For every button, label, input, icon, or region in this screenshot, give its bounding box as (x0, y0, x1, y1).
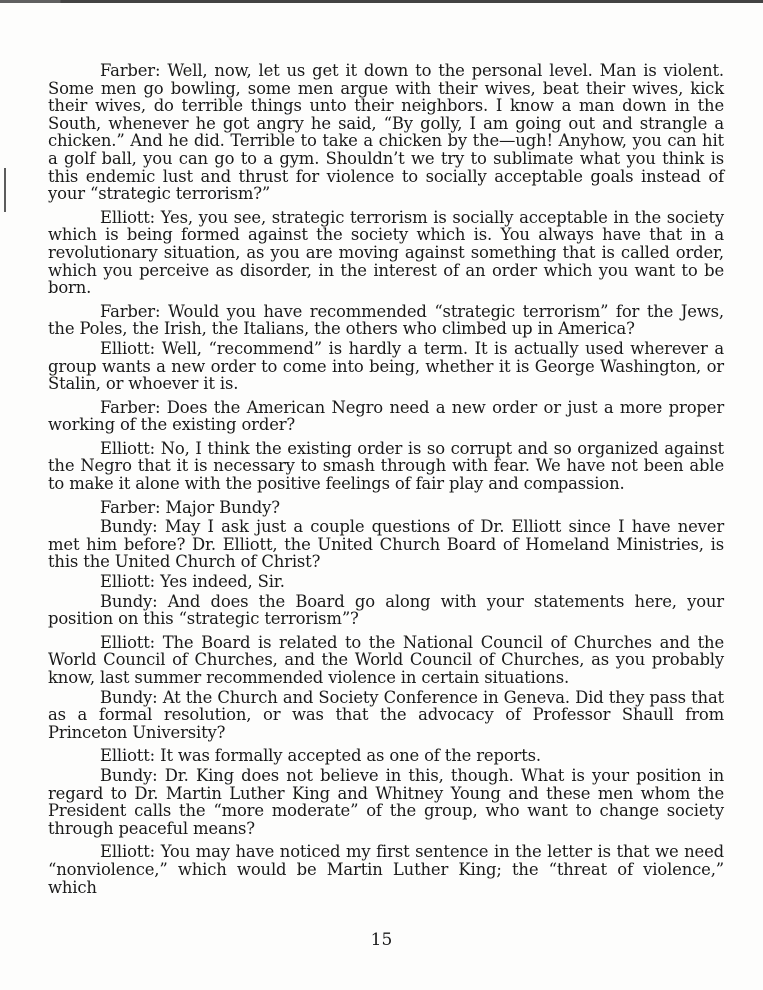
paragraph-elliott-6: Elliott: It was formally accepted as one of the reports. (100, 746, 541, 766)
paragraph-bundy-1: Bundy: May I ask just a couple questions of Dr. Elliott since I have never met him before? Dr. Elliott, the United Church Board of Homeland Ministries, is this the United Church of Christ? (48, 517, 724, 572)
scan-top-edge (0, 0, 763, 3)
paragraph-bundy-3: Bundy: At the Church and Society Conference in Geneva. Did they pass that as a formal resolution, or was that the advocacy of Professor Shaull from Princeton University? (48, 687, 724, 742)
scan-margin-mark (4, 168, 6, 212)
paragraph-farber-4: Farber: Major Bundy? (100, 497, 280, 517)
paragraph-bundy-2: Bundy: And does the Board go along with your statements here, your position on this “strategic terrorism”? (48, 591, 724, 629)
paragraph-elliott-4: Elliott: Yes indeed, Sir. (100, 572, 285, 592)
paragraph-farber-2: Farber: Would you have recommended “strategic terrorism” for the Jews, the Poles, the Irish, the Italians, the others who climbed up in America? (48, 301, 724, 339)
paragraph-elliott-1: Elliott: Yes, you see, strategic terrorism is socially acceptable in the society which is being formed against the society which is. You always have that in a revolutionary situation, as you are moving against something that is called order, which you perceive as disorder, in the interest of an order which you want to be born. (48, 207, 724, 298)
paragraph-farber-3: Farber: Does the American Negro need a new order or just a more proper working of the existing order? (48, 397, 724, 435)
paragraph-elliott-7: Elliott: You may have noticed my first sentence in the letter is that we need “nonviolence,” which would be Martin Luther King; the “threat of violence,” which (48, 842, 724, 897)
paragraph-bundy-4: Bundy: Dr. King does not believe in this, though. What is your position in regard to Dr. Martin Luther King and Whitney Young and these men whom the President calls the “more moderate” of the group, who want to change society through peaceful means? (48, 765, 724, 838)
page-number: 15 (370, 930, 393, 950)
paragraph-farber-1: Farber: Well, now, let us get it down to the personal level. Man is violent. Some men go bowling, some men argue with their wives, beat their wives, kick their wives, do terrible things unto their neighbors. I know a man down in the South, whenever he got angry he said, “By golly, I am going out and strangle a chicken.” And he did. Terrible to take a chicken by the—ugh! Anyhow, you can hit a golf ball, you can go to a gym. Shouldn’t we try to sublimate what you think is this endemic lust and thrust for violence to socially acceptable goals instead of your “strategic terrorism?” (48, 61, 724, 204)
paragraph-elliott-3: Elliott: No, I think the existing order is so corrupt and so organized against the Negro that it is necessary to smash through with fear. We have not been able to make it alone with the positive feelings of fair play and compassion. (48, 438, 724, 494)
paragraph-elliott-5: Elliott: The Board is related to the National Council of Churches and the World Council of Churches, and the World Council of Churches, as you probably know, last summer recommended violence in certain situations. (48, 632, 724, 687)
transcript-body (48, 62, 724, 902)
paragraph-elliott-2: Elliott: Well, “recommend” is hardly a term. It is actually used wherever a group wants a new order to come into being, whether it is George Washington, or Stalin, or whoever it is. (48, 338, 724, 394)
